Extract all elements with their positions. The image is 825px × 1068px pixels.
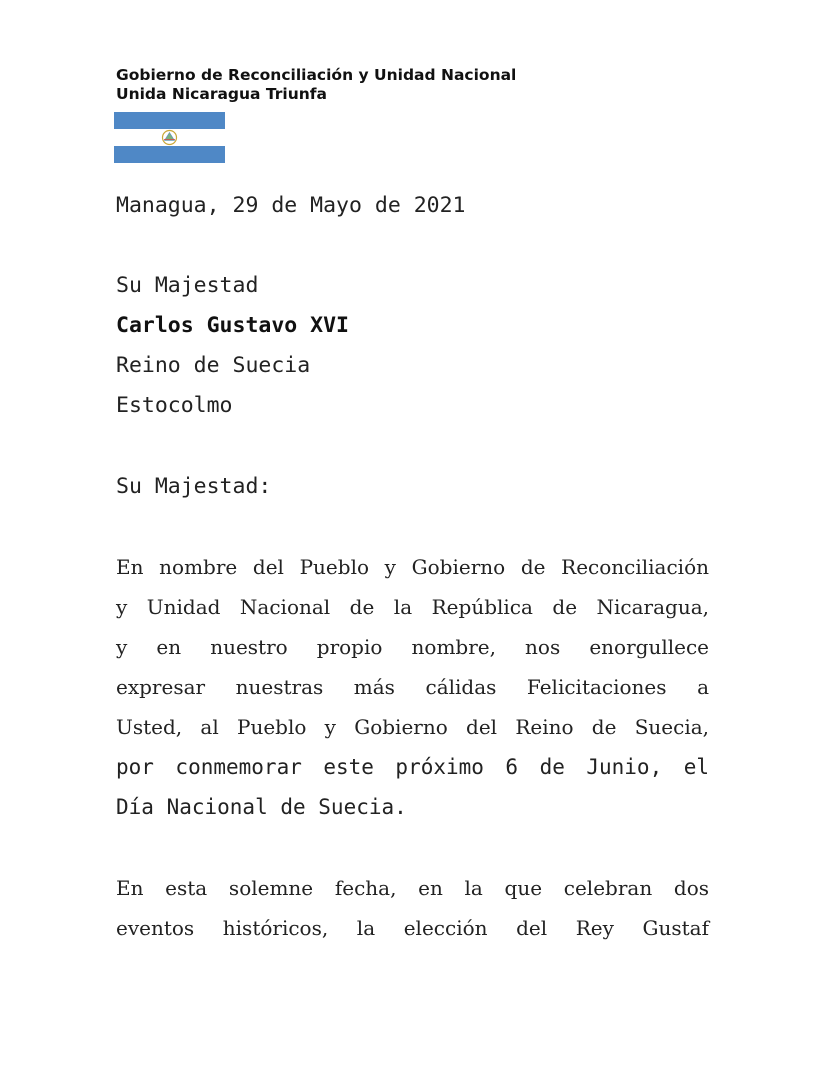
paragraph-line: por conmemorar este próximo 6 de Junio, el [116,755,709,779]
recipient-honorific: Su Majestad [116,273,259,298]
paragraph-line: y Unidad Nacional de la República de Nicaragua, [116,595,709,619]
government-slogan: Unida Nicaragua Triunfa [116,85,328,103]
recipient-kingdom: Reino de Suecia [116,353,311,378]
letter-date: Managua, 29 de Mayo de 2021 [116,193,466,218]
recipient-name: Carlos Gustavo XVI [116,313,349,338]
paragraph-line: expresar nuestras más cálidas Felicitaciones a [116,675,709,699]
paragraph-line: eventos históricos, la elección del Rey Gustaf [116,916,709,940]
paragraph-line: y en nuestro propio nombre, nos enorgullece [116,635,709,659]
nicaragua-flag-icon [114,112,225,163]
paragraph-line: Usted, al Pueblo y Gobierno del Reino de Suecia, [116,715,709,739]
government-name: Gobierno de Reconciliación y Unidad Nacional [116,66,517,84]
paragraph-line: En esta solemne fecha, en la que celebran dos [116,876,709,900]
paragraph-line: En nombre del Pueblo y Gobierno de Reconciliación [116,555,709,579]
paragraph-1 [116,547,709,827]
paragraph-2 [116,868,709,948]
letterhead [116,66,516,104]
recipient-city: Estocolmo [116,393,233,418]
paragraph-line: Día Nacional de Suecia. [116,795,407,819]
salutation: Su Majestad: [116,474,272,499]
